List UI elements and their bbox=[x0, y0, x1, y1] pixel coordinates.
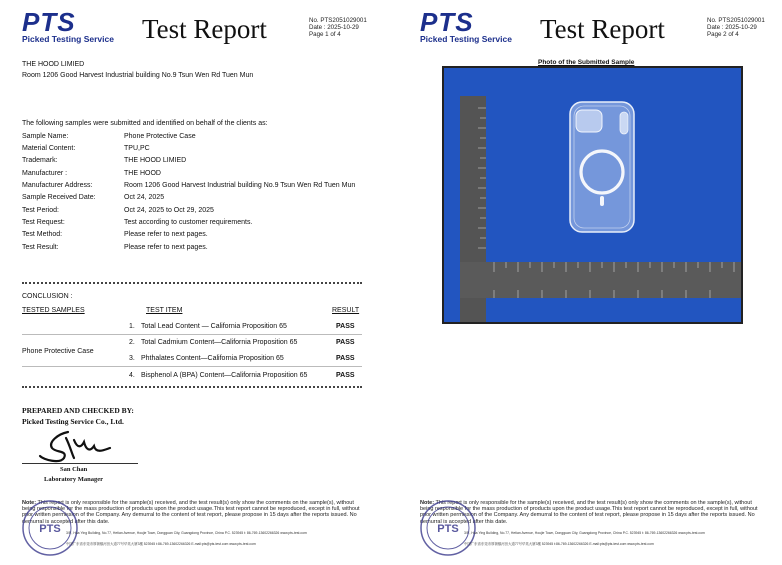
item-name: Phthalates Content—California Proposition 65 bbox=[141, 355, 284, 362]
item-result: PASS bbox=[336, 372, 355, 379]
col-result: RESULT bbox=[332, 307, 360, 314]
signer-name: San Chan bbox=[60, 466, 88, 473]
dotted-divider bbox=[22, 386, 362, 388]
item-number: 1. bbox=[129, 323, 135, 330]
field-label: Test Period: bbox=[22, 207, 59, 214]
report-meta bbox=[707, 17, 765, 38]
item-result: PASS bbox=[336, 339, 355, 346]
col-test-item: TEST ITEM bbox=[146, 307, 183, 314]
report-date: Date : 2025-10-29 bbox=[309, 24, 359, 31]
field-label: Sample Name: bbox=[22, 133, 69, 140]
page-number: Page 1 of 4 bbox=[309, 31, 341, 38]
note-text: This report is only responsible for the sample(s) received, and the test result(s) only show the comments on the sample(s), without being responsible for the mass production of products upon the product usage.This test report cannot be reproduced, except in full, without prior written permission of the Company. Any demurral to the content of test report, please propose in 15 days after the reports issued. No demurral is accepted after this date. bbox=[22, 500, 360, 525]
logo-subtitle: Picked Testing Service bbox=[22, 34, 114, 44]
footer-contact: 中国广东省东莞市厚街镇河田大道77号华英大厦3楼 523945 t:86-769-13602266326 E-mail:pts@pts-test.com www.pts-test.com bbox=[66, 542, 256, 546]
report-page-2 bbox=[398, 0, 782, 565]
item-result: PASS bbox=[336, 323, 355, 330]
field-label: Manufacturer Address: bbox=[22, 182, 93, 189]
svg-text:PTS: PTS bbox=[437, 523, 459, 535]
logo-text: PTS bbox=[22, 7, 76, 37]
logo-text: PTS bbox=[420, 7, 474, 37]
phone-case-shape bbox=[570, 102, 634, 232]
field-label: Trademark: bbox=[22, 157, 58, 164]
tested-sample-name: Phone Protective Case bbox=[22, 348, 94, 355]
note-text: This report is only responsible for the sample(s) received, and the test result(s) only show the comments on the sample(s), without being responsible for the mass production of products upon the product usage.This test report cannot be reproduced, except in full, without prior written permission of the Company. Any demurral to the content of test report, please propose in 15 days after the reports issued. No demurral is accepted after this date. bbox=[420, 500, 758, 525]
page-number: Page 2 of 4 bbox=[707, 31, 739, 38]
note-label: Note: bbox=[22, 500, 37, 506]
footer-address: 3/F., Hua Ying Building, No.77, Hetian Avenue, Houjie Town, Dongguan City, Guangdong Province, China P.C. 523945 t: 86-769-13602266326 www.pts-test.com bbox=[66, 531, 307, 535]
field-value: Room 1206 Good Harvest Industrial building No.9 Tsun Wen Rd Tuen Mun bbox=[124, 182, 356, 189]
field-label: Test Method: bbox=[22, 231, 63, 238]
photo-title: Photo of the Submitted Sample bbox=[538, 59, 635, 66]
pts-seal bbox=[418, 498, 478, 558]
footer-address: 3/F., Hua Ying Building, No.77, Hetian Avenue, Houjie Town, Dongguan City, Guangdong Province, China P.C. 523945 t: 86-769-13602266326 www.pts-test.com bbox=[464, 531, 705, 535]
report-title: Test Report bbox=[540, 14, 665, 44]
conclusion-label: CONCLUSION : bbox=[22, 293, 73, 300]
pts-seal bbox=[20, 498, 80, 558]
report-page-1 bbox=[0, 0, 384, 565]
pts-logo bbox=[420, 7, 512, 44]
field-label: Test Request: bbox=[22, 219, 65, 226]
field-label: Material Content: bbox=[22, 145, 76, 152]
field-label: Test Result: bbox=[22, 244, 59, 251]
signature bbox=[38, 428, 118, 464]
sample-photo bbox=[442, 66, 743, 324]
intro-text: The following samples were submitted and identified on behalf of the clients as: bbox=[22, 120, 268, 127]
field-value: Please refer to next pages. bbox=[124, 244, 208, 251]
client-name: THE HOOD LIMIED bbox=[22, 61, 85, 68]
col-tested-samples: TESTED SAMPLES bbox=[22, 307, 85, 314]
item-number: 2. bbox=[129, 339, 135, 346]
field-value: Oct 24, 2025 to Oct 29, 2025 bbox=[124, 207, 214, 214]
logo-subtitle: Picked Testing Service bbox=[420, 34, 512, 44]
report-date: Date : 2025-10-29 bbox=[707, 24, 757, 31]
note-label: Note: bbox=[420, 500, 435, 506]
signer-title: Laboratory Manager bbox=[44, 476, 104, 483]
client-address: Room 1206 Good Harvest Industrial building No.9 Tsun Wen Rd Tuen Mun bbox=[22, 72, 254, 79]
report-number: No. PTS2051029001 bbox=[309, 17, 367, 24]
report-number: No. PTS2051029001 bbox=[707, 17, 765, 24]
field-value: Oct 24, 2025 bbox=[124, 194, 165, 201]
field-value: Test according to customer requirements. bbox=[124, 219, 253, 226]
prepared-label: PREPARED AND CHECKED BY: bbox=[22, 406, 134, 415]
footer-contact: 中国广东省东莞市厚街镇河田大道77号华英大厦3楼 523945 t:86-769-13602266326 E-mail:pts@pts-test.com www.pts-test.com bbox=[464, 542, 654, 546]
company-name: Picked Testing Service Co., Ltd. bbox=[22, 417, 124, 426]
row-separator bbox=[22, 334, 362, 335]
item-name: Total Cadmium Content—California Proposition 65 bbox=[141, 339, 298, 346]
field-value: THE HOOD bbox=[124, 170, 161, 177]
row-separator bbox=[22, 366, 362, 367]
field-value: THE HOOD LIMIED bbox=[124, 157, 187, 164]
item-number: 4. bbox=[129, 372, 135, 379]
signature-line bbox=[22, 463, 138, 464]
field-label: Manufacturer : bbox=[22, 170, 68, 177]
item-number: 3. bbox=[129, 355, 135, 362]
field-value: Phone Protective Case bbox=[124, 133, 196, 140]
item-result: PASS bbox=[336, 355, 355, 362]
item-name: Bisphenol A (BPA) Content—California Proposition 65 bbox=[141, 372, 308, 379]
report-meta bbox=[309, 17, 367, 38]
item-name: Total Lead Content — California Proposition 65 bbox=[141, 323, 287, 330]
report-title: Test Report bbox=[142, 14, 267, 44]
svg-text:PTS: PTS bbox=[39, 523, 61, 535]
pts-logo bbox=[22, 7, 114, 44]
sample-photo-image bbox=[444, 68, 741, 322]
field-label: Sample Received Date: bbox=[22, 194, 96, 201]
ruler-horizontal bbox=[460, 262, 741, 298]
field-value: TPU,PC bbox=[124, 145, 150, 152]
field-value: Please refer to next pages. bbox=[124, 231, 208, 238]
dotted-divider bbox=[22, 282, 362, 284]
